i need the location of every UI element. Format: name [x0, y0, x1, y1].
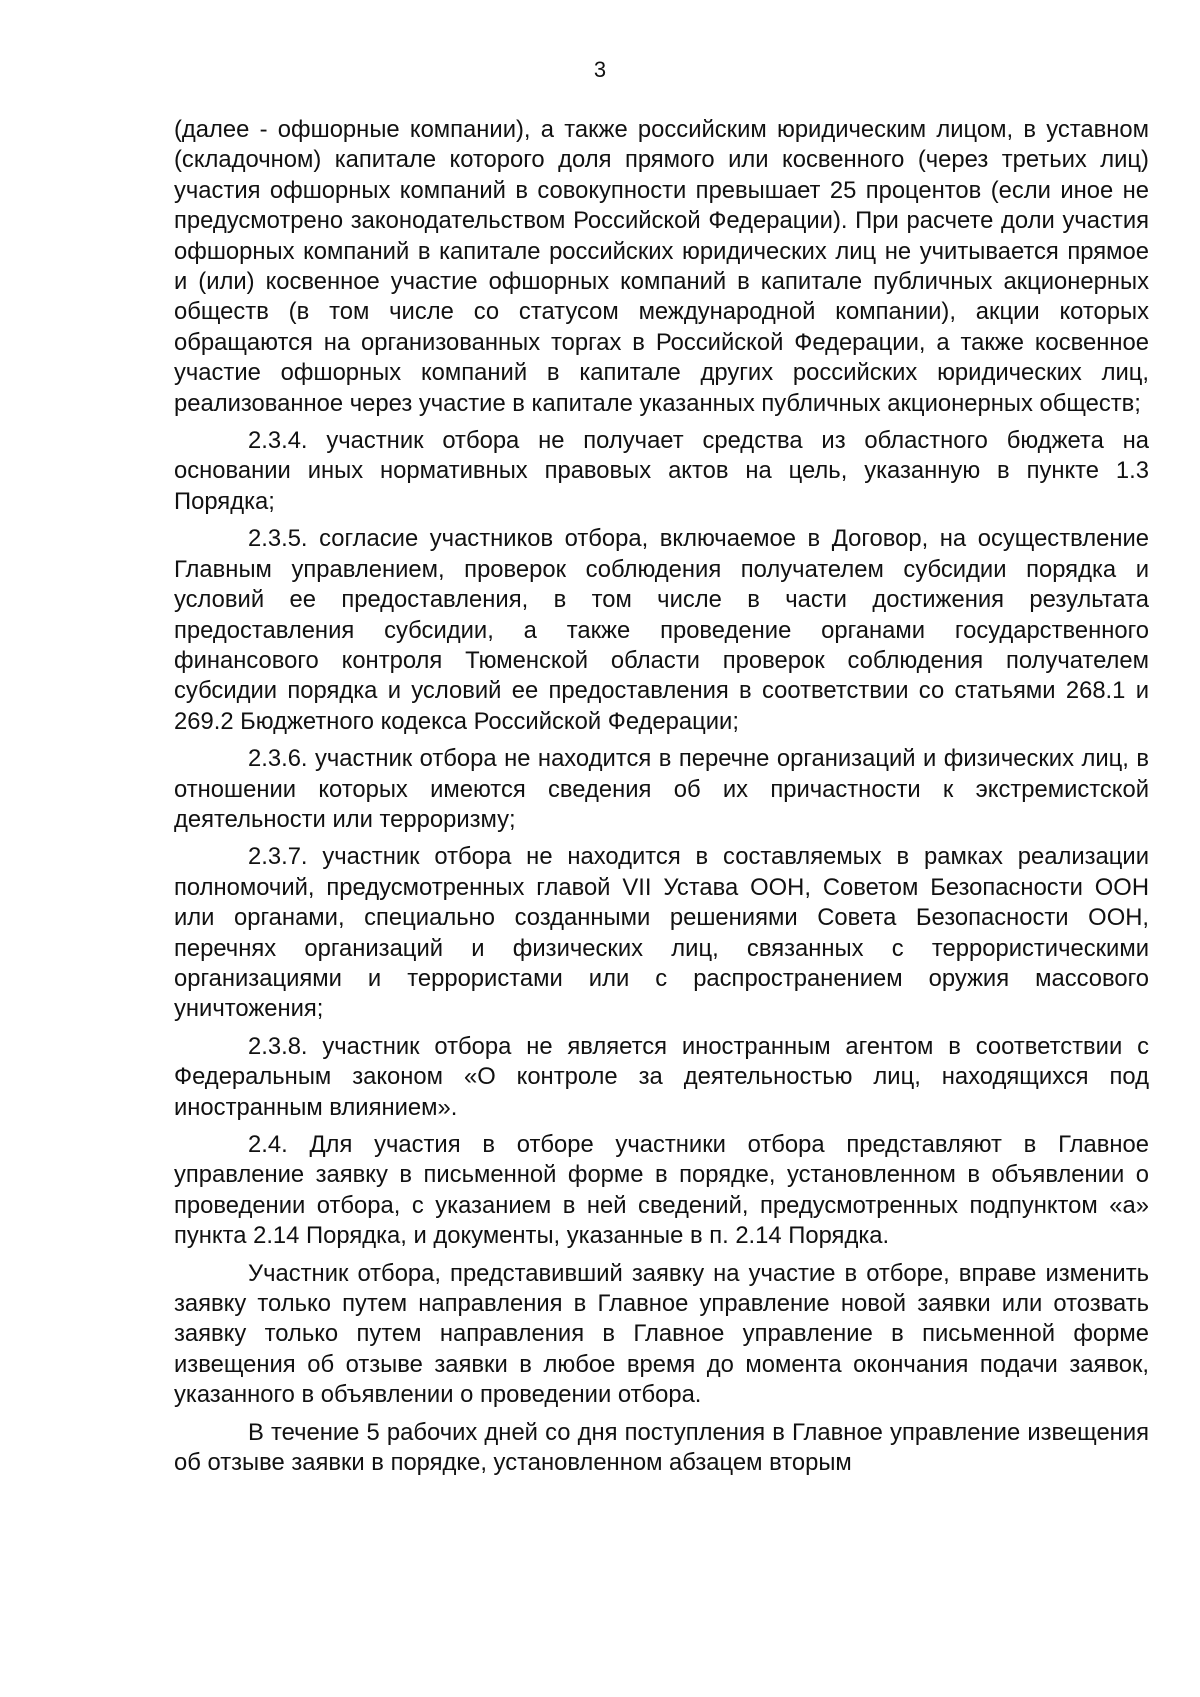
paragraph-five-working-days: В течение 5 рабочих дней со дня поступления в Главное управление извещения об отзыве заявки в порядке, установленном абзацем вторым — [174, 1418, 1149, 1477]
paragraph-2-3-7: 2.3.7. участник отбора не находится в составляемых в рамках реализации полномочий, предусмотренных главой VII Устава ООН, Советом Безопасности ООН или органами, специально созданными решениями Совета Безопасности ООН, перечнях организаций и физических лиц, связанных с террористическими организациями и террористами или с распространением оружия массового уничтожения; — [174, 843, 1149, 1023]
paragraph-application-withdrawal: Участник отбора, представивший заявку на участие в отборе, вправе изменить заявку только путем направления в Главное управление новой заявки или отозвать заявку только путем направления в Главное управление в письменной форме извещения об отзыве заявки в любое время до момента окончания подачи заявок, указанного в объявлении о проведении отбора. — [174, 1259, 1149, 1409]
paragraph-2-3-8: 2.3.8. участник отбора не является иностранным агентом в соответствии с Федеральным законом «О контроле за деятельностью лиц, находящихся под иностранным влиянием». — [174, 1032, 1149, 1121]
paragraph-2-3-4: 2.3.4. участник отбора не получает средства из областного бюджета на основании иных нормативных правовых актов на цель, указанную в пункте 1.3 Порядка; — [174, 427, 1149, 515]
paragraph-2-4: 2.4. Для участия в отборе участники отбора представляют в Главное управление заявку в письменной форме в порядке, установленном в объявлении о проведении отбора, с указанием в ней сведений, предусмотренных подпунктом «а» пункта 2.14 Порядка, и документы, указанные в п. 2.14 Порядка. — [174, 1131, 1149, 1250]
document-body — [174, 115, 1149, 1478]
paragraph-offshore-companies: (далее - офшорные компании), а также российским юридическим лицом, в уставном (складочном) капитале которого доля прямого или косвенного (через третьих лиц) участия офшорных компаний в совокупности превышает 25 процентов (если иное не предусмотрено законодательством Российской Федерации). При расчете доли участия офшорных компаний в капитале российских юридических лиц не учитывается прямое и (или) косвенное участие офшорных компаний в капитале публичных акционерных обществ (в том числе со статусом международной компании), акции которых обращаются на организованных торгах в Российской Федерации, а также косвенное участие офшорных компаний в капитале других российских юридических лиц, реализованное через участие в капитале указанных публичных акционерных обществ; — [174, 116, 1149, 417]
paragraph-2-3-5: 2.3.5. согласие участников отбора, включаемое в Договор, на осуществление Главным управлением, проверок соблюдения получателем субсидии порядка и условий ее предоставления, в том числе в части достижения результата предоставления субсидии, а также проведение органами государственного финансового контроля Тюменской области проверок соблюдения получателем субсидии порядка и условий ее предоставления в соответствии со статьями 268.1 и 269.2 Бюджетного кодекса Российской Федерации; — [174, 525, 1149, 735]
page-number: 3 — [593, 57, 607, 82]
paragraph-2-3-6: 2.3.6. участник отбора не находится в перечне организаций и физических лиц, в отношении которых имеются сведения об их причастности к экстремистской деятельности или терроризму; — [174, 745, 1149, 833]
